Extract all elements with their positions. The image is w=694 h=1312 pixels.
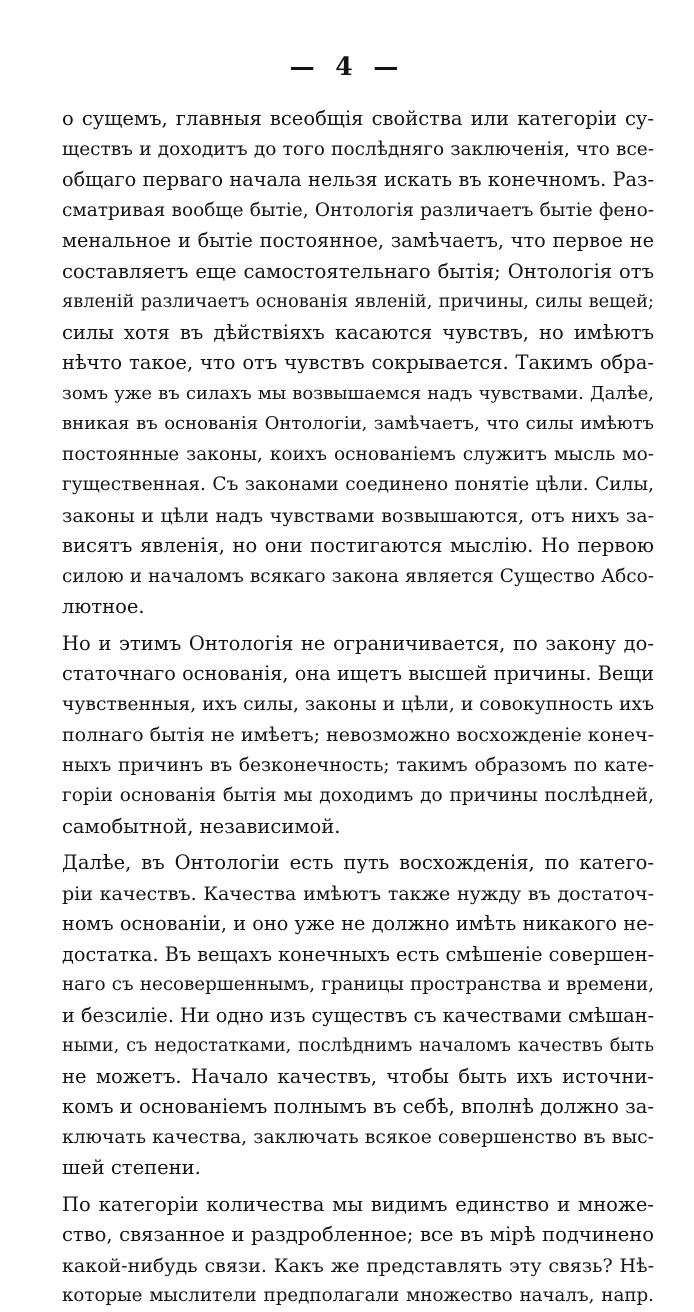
paragraph-3 — [62, 848, 654, 1184]
text-line: о сущемъ, главныя всеобщія свойства или категоріи су- — [62, 107, 654, 130]
paragraph-2 — [62, 629, 654, 843]
text-line: общаго перваго начала нельзя искать въ конечномъ. Раз- — [62, 168, 654, 191]
text-line: вникая въ основанія Онтологіи, замѣчаетъ, что силы имѣютъ — [62, 413, 654, 434]
text-line: ключать качества, заключать всякое совершенство въ выс- — [62, 1126, 654, 1148]
text-line: силою и началомъ всякаго закона является Существо Абсо- — [62, 565, 654, 587]
text-line: сматривая вообще бытіе, Онтологія различаетъ бытіе фено- — [62, 199, 654, 221]
text-line: висятъ явленія, но они постигаются мыслію. Но первою — [62, 534, 654, 557]
text-line: менальное и бытіе постоянное, замѣчаетъ, что первое не — [62, 229, 654, 252]
text-line: Далѣе, въ Онтологіи есть путь восхожденія, по катего- — [62, 851, 654, 874]
paragraph-1 — [62, 104, 654, 623]
text-line: Но и этимъ Онтологія не ограничивается, по закону до- — [62, 631, 654, 655]
paragraph-4 — [62, 1190, 654, 1312]
text-line: номъ основаніи, и оно уже не должно имѣть никакого не- — [62, 912, 654, 935]
text-line: составляетъ еще самостоятельнаго бытія; Онтологія отъ — [62, 259, 654, 283]
text-line: самобытной, независимой. — [62, 814, 341, 838]
text-line: горіи основанія бытія мы доходимъ до причины послѣдней, — [62, 785, 654, 806]
page-body-text — [62, 104, 654, 1312]
text-line: лютное. — [62, 595, 145, 618]
text-line: ныхъ причинъ въ безконечность; такимъ образомъ по кате- — [62, 754, 654, 776]
text-line: достатка. Въ вещахъ конечныхъ есть смѣшеніе совершен- — [62, 942, 655, 966]
text-line: ными, съ недостатками, послѣднимъ началомъ качествъ быть — [62, 1036, 654, 1056]
text-line: законы и цѣли надъ чувствами возвышаются, отъ нихъ за- — [62, 504, 654, 527]
text-line: наго съ несовершеннымъ, границы пространства и времени, — [62, 974, 654, 995]
text-line: зомъ уже въ силахъ мы возвышаемся надъ чувствами. Далѣе, — [62, 382, 654, 404]
text-line: ществъ и доходитъ до того послѣдняго заключенія, что все- — [62, 138, 654, 160]
text-line: шей степени. — [62, 1156, 201, 1179]
text-line: нѣчто такое, что отъ чувствъ сокрывается. Такимъ обра- — [62, 351, 654, 374]
text-line: явленій различаетъ основанія явленій, причины, силы вещей; — [62, 292, 654, 312]
text-line: гущественная. Съ законами соединено понятіе цѣли. Силы, — [62, 474, 654, 495]
page-number: — 4 — — [289, 52, 405, 81]
text-line: По категоріи количества мы видимъ единство и множе- — [62, 1192, 654, 1216]
text-line: чувственныя, ихъ силы, законы и цѣли, и совокупность ихъ — [62, 693, 654, 715]
text-line: постоянные законы, коихъ основаніемъ служитъ мысль мо- — [62, 443, 654, 465]
text-line: полнаго бытія не имѣетъ; невозможно восхожденіе конеч- — [62, 724, 654, 746]
text-line: статочнаго основанія, она ищетъ высшей причины. Вещи — [62, 662, 654, 685]
text-line: силы хотя въ дѣйствіяхъ касаются чувствъ, но имѣютъ — [62, 320, 654, 344]
text-line: которые мыслители предполагали множество началъ, напр. — [62, 1285, 654, 1306]
text-line: ство, связанное и раздробленное; все въ мірѣ подчинено — [62, 1223, 654, 1246]
text-line: и безсиліе. Ни одно изъ существъ съ качествами смѣшан- — [62, 1003, 655, 1027]
text-line: комъ и основаніемъ полнымъ въ себѣ, вполнѣ должно за- — [62, 1095, 654, 1118]
text-line: не можетъ. Начало качествъ, чтобы быть ихъ источни- — [62, 1064, 654, 1088]
text-line: ріи качествъ. Качества имѣютъ также нужду въ достаточ- — [62, 882, 654, 905]
text-line: какой-нибудь связи. Какъ же представлять эту связь? Нѣ- — [62, 1254, 654, 1277]
